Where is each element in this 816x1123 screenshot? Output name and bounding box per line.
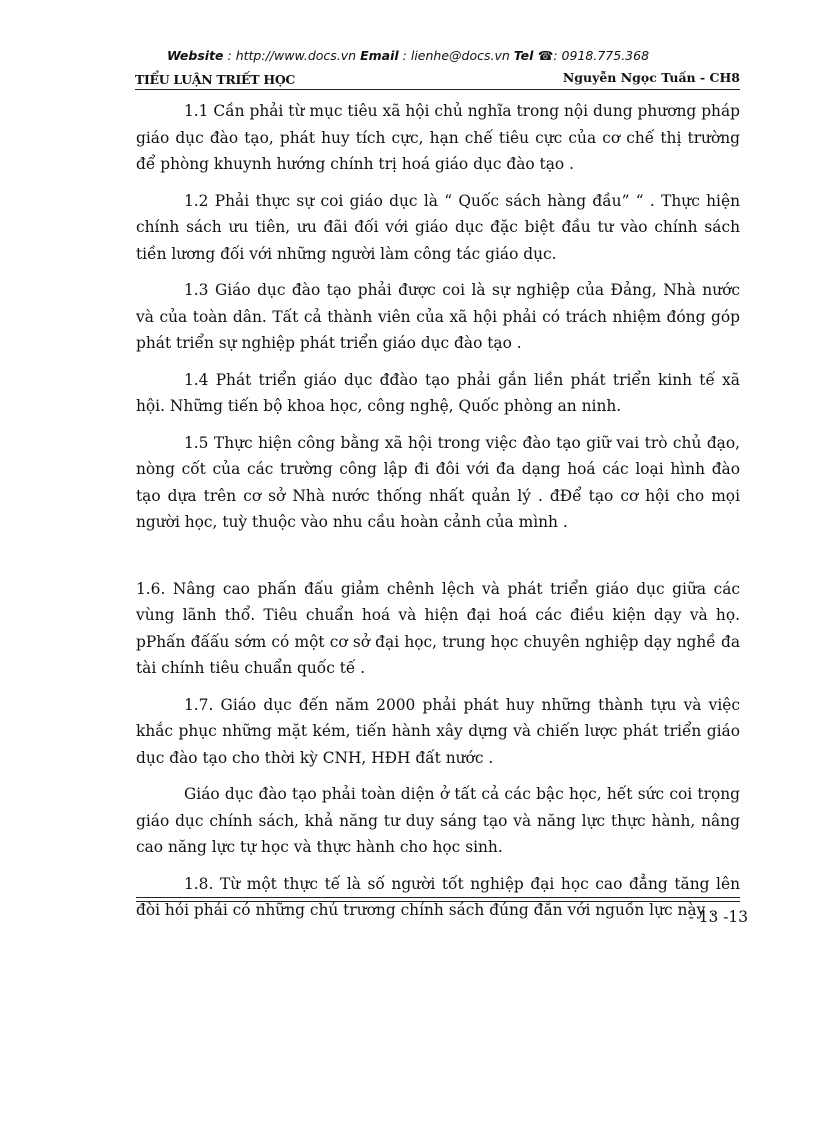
paragraph-1-5: 1.5 Thực hiện công bằng xã hội trong việc đào tạo giữ vai trò chủ đạo, nòng cốt của các trường công lập đi đôi với đa dạng hoá các loại hình đào tạo dựa trên cơ sở Nhà nước thống nhất quản lý . đĐể tạo cơ hội cho mọi người học, tuỳ thuộc vào nhu cầu hoàn cảnh của mình . bbox=[136, 433, 740, 531]
page-header bbox=[135, 66, 740, 90]
paragraph-1-1: 1.1 Cần phải từ mục tiêu xã hội chủ nghĩa trong nội dung phương pháp giáo dục đào tạo, phát huy tích cực, hạn chế tiêu cực của cơ chế thị trường để phòng khuynh hướng chính trị hoá giáo dục đào tạo . bbox=[136, 102, 740, 173]
paragraph-1-6: 1.6. Nâng cao phấn đấu giảm chênh lệch và phát triển giáo dục giữa các vùng lãnh thổ. Tiêu chuẩn hoá và hiện đại hoá các điều kiện dạy và họ. pPhấn đấấu sớm có một cơ sở đại học, trung học chuyên nghiệp dạy nghề đa tài chính tiêu chuẩn quốc tế . bbox=[136, 579, 740, 677]
paragraph-1-8: 1.8. Từ một thực tế là số người tốt nghiệp đại học cao đẳng tăng lên đòi hỏi phải có những chủ trương chính sách đúng đắn với nguồn lực này . bbox=[136, 874, 740, 919]
paragraph-1-7-cont: Giáo dục đào tạo phải toàn diện ở tất cả các bậc học, hết sức coi trọng giáo dục chính sách, khả năng tư duy sáng tạo và năng lực thực hành, nâng cao năng lực tự học và thực hành cho học sinh. bbox=[136, 785, 740, 856]
paragraph-1-3: 1.3 Giáo dục đào tạo phải được coi là sự nghiệp của Đảng, Nhà nước và của toàn dân. Tất cả thành viên của xã hội phải có trách nhiệm đóng góp phát triển sự nghiệp phát triển giáo dục đào tạo . bbox=[136, 281, 740, 352]
doc-title: TIỂU LUẬN TRIẾT HỌC bbox=[135, 72, 296, 87]
tel-label: Tel ☎ bbox=[513, 48, 554, 63]
paragraph-1-2: 1.2 Phải thực sự coi giáo dục là “ Quốc sách hàng đầu” “ . Thực hiện chính sách ưu tiên, ưu đãi đối với giáo dục đặc biệt đầu tư vào chính sách tiền lương đối với những người làm công tác giáo dục. bbox=[136, 191, 740, 263]
footer-rule-top bbox=[136, 897, 740, 898]
website-banner bbox=[0, 48, 816, 63]
author-name: Nguyễn Ngọc Tuấn bbox=[562, 70, 696, 85]
document-body bbox=[136, 98, 740, 924]
tel-value: : 0918.775.368 bbox=[553, 48, 650, 63]
email-value[interactable]: : lienhe@docs.vn bbox=[402, 48, 510, 63]
header-divider bbox=[135, 89, 740, 90]
website-label: Website bbox=[166, 48, 224, 63]
class-code: - CH8 bbox=[700, 70, 740, 85]
footer-rule-bottom bbox=[136, 901, 740, 902]
paragraph-1-4: 1.4 Phát triển giáo dục đđào tạo phải gắn liền phát triển kinh tế xã hội. Những tiến bộ khoa học, công nghệ, Quốc phòng an ninh. bbox=[136, 370, 740, 415]
website-url[interactable]: : http://www.docs.vn bbox=[227, 48, 357, 63]
email-label: Email bbox=[360, 48, 399, 63]
page-number: - 13 -13 bbox=[688, 908, 748, 926]
paragraph-1-7: 1.7. Giáo dục đến năm 2000 phải phát huy những thành tựu và việc khắc phục những mặt kém, tiến hành xây dựng và chiến lược phát triển giáo dục đào tạo cho thời kỳ CNH, HĐH đất nước . bbox=[136, 695, 740, 767]
author-line bbox=[563, 70, 740, 85]
